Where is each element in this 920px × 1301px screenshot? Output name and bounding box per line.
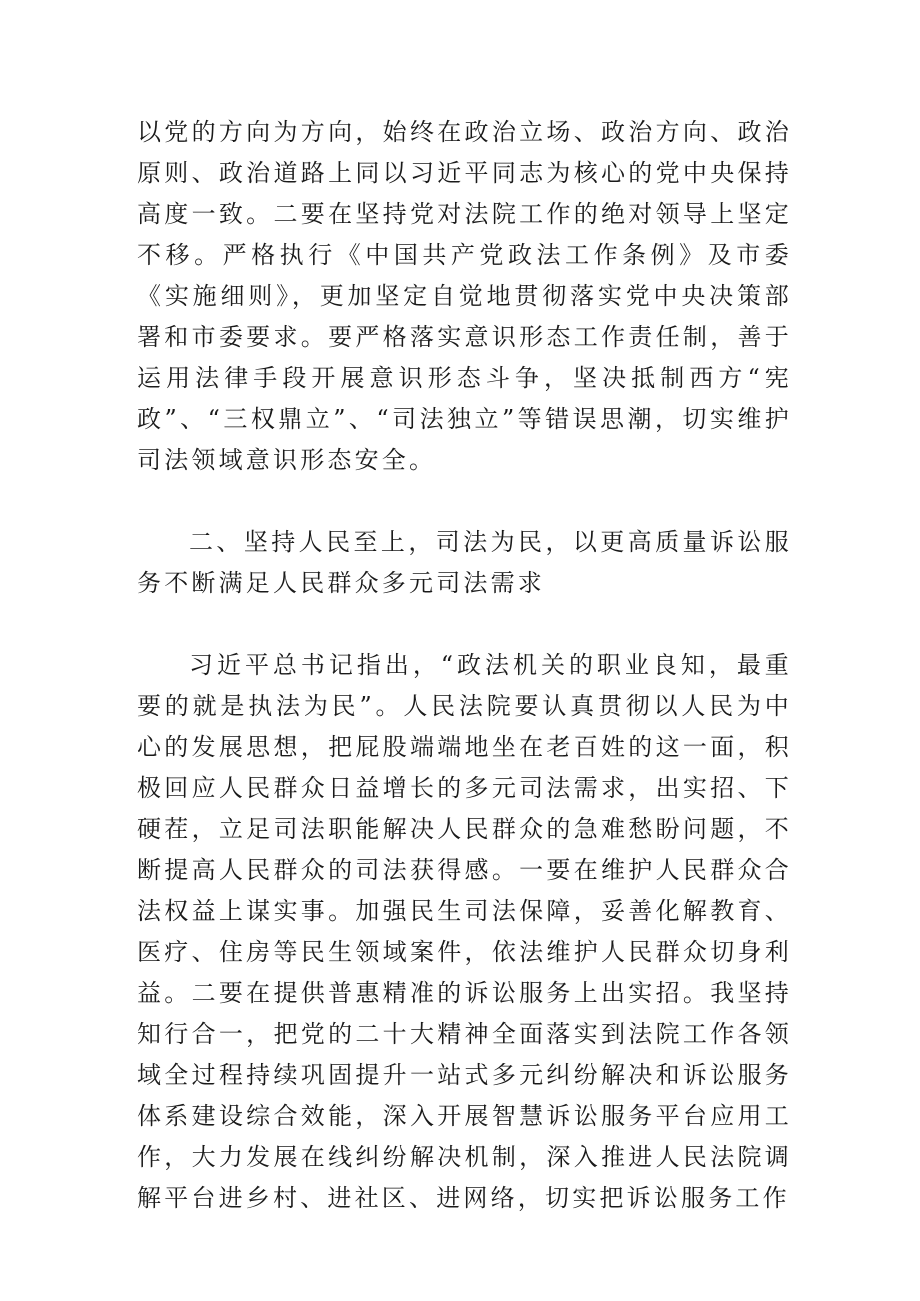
document-body xyxy=(137,112,792,1219)
paragraph-continuation: 以党的方向为方向，始终在政治立场、政治方向、政治原则、政治道路上同以习近平同志为核心的党中央保持高度一致。二要在坚持党对法院工作的绝对领导上坚定不移。严格执行《中国共产党政法工作条例》及市委《实施细则》，更加坚定自觉地贯彻落实党中央决策部署和市委要求。要严格落实意识形态工作责任制，善于运用法律手段开展意识形态斗争，坚决抵制西方“宪政”、“三权鼎立”、“司法独立”等错误思潮，切实维护司法领域意识形态安全。 xyxy=(137,118,792,474)
section-heading: 二、坚持人民至上，司法为民，以更高质量诉讼服务不断满足人民群众多元司法需求 xyxy=(137,528,792,597)
paragraph-body: 习近平总书记指出，“政法机关的职业良知，最重要的就是执法为民”。人民法院要认真贯彻以人民为中心的发展思想，把屁股端端地坐在老百姓的这一面，积极回应人民群众日益增长的多元司法需求，出实招、下硬茬，立足司法职能解决人民群众的急难愁盼问题，不断提高人民群众的司法获得感。一要在维护人民群众合法权益上谋实事。加强民生司法保障，妥善化解教育、医疗、住房等民生领域案件，依法维护人民群众切身利益。二要在提供普惠精准的诉讼服务上出实招。我坚持知行合一，把党的二十大精神全面落实到法院工作各领域全过程持续巩固提升一站式多元纠纷解决和诉讼服务体系建设综合效能，深入开展智慧诉讼服务平台应用工作，大力发展在线纠纷解决机制，深入推进人民法院调解平台进乡村、进社区、进网络，切实把诉讼服务工作 xyxy=(137,651,792,1212)
